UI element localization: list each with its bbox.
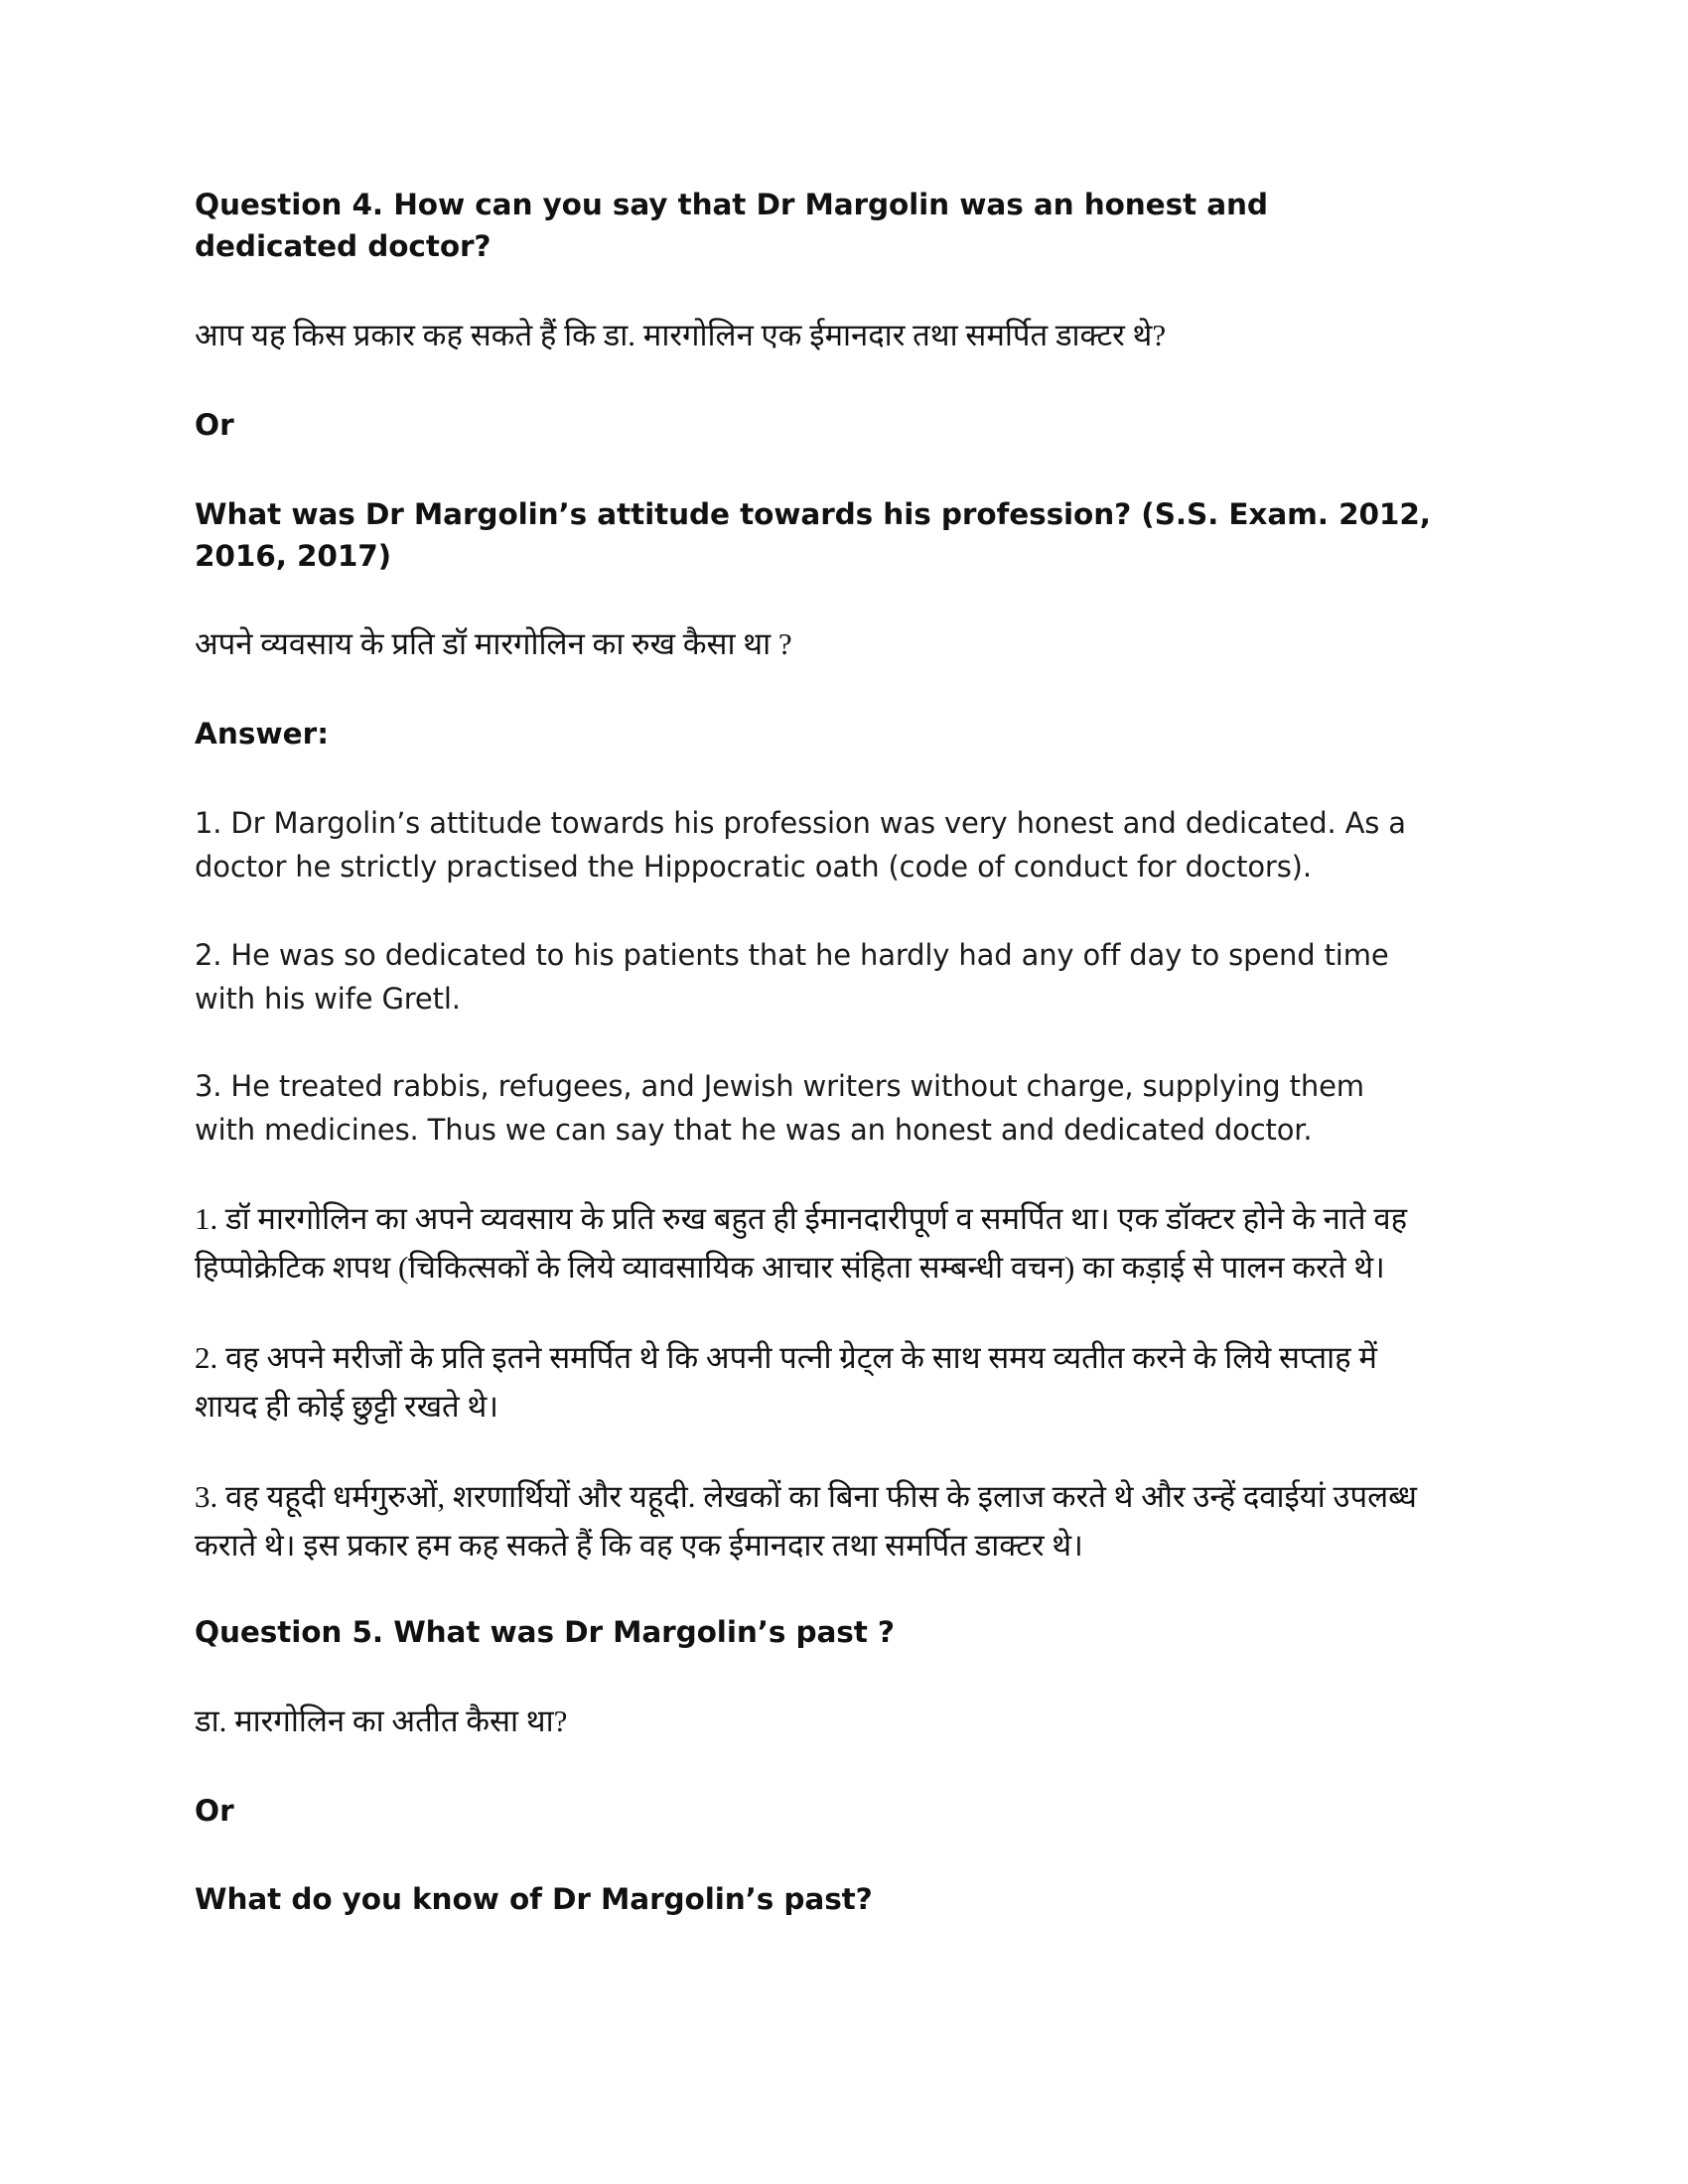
question-4-alternate-hindi: अपने व्यवसाय के प्रति डॉ मारगोलिन का रुख कैसा था ? xyxy=(195,626,792,662)
answer-english-point-3: 3. He treated rabbis, refugees, and Jewish writers without charge, supplying them with medicines. Thus we can say that he was an honest and dedicated doctor. xyxy=(195,1068,1364,1147)
question-5-hindi-translation: डा. मारगोलिन का अतीत कैसा था? xyxy=(195,1703,568,1738)
answer-hindi-point-2: 2. वह अपने मरीजों के प्रति इतने समर्पित थे कि अपनी पत्नी ग्रेट्ल के साथ समय व्यतीत करने के लिये सप्ताह में शायद ही कोई छुट्टी रखते थे। xyxy=(195,1339,1377,1424)
question-5-alternate-heading: What do you know of Dr Margolin’s past? xyxy=(195,1882,873,1917)
answer-label: Answer: xyxy=(195,717,329,751)
answer-english-point-1: 1. Dr Margolin’s attitude towards his profession was very honest and dedicated. As a doctor he strictly practised the Hippocratic oath (code of conduct for doctors). xyxy=(195,806,1406,885)
answer-english-point-2: 2. He was so dedicated to his patients that he hardly had any off day to spend time with his wife Gretl. xyxy=(195,937,1389,1016)
page-content xyxy=(195,185,1431,1921)
question-4-heading: Question 4. How can you say that Dr Margolin was an honest and dedicated doctor? xyxy=(195,188,1268,263)
question-5-or-label: Or xyxy=(195,1793,234,1828)
answer-hindi-point-3: 3. वह यहूदी धर्मगुरुओं, शरणार्थियों और यहूदी. लेखकों का बिना फीस के इलाज करते थे और उन्हें दवाईयां उपलब्ध कराते थे। इस प्रकार हम कह सकते हैं कि वह एक ईमानदार तथा समर्पित डाक्टर थे। xyxy=(195,1478,1417,1563)
question-4-hindi-translation: आप यह किस प्रकार कह सकते हैं कि डा. मारगोलिन एक ईमानदार तथा समर्पित डाक्टर थे? xyxy=(195,317,1167,352)
answer-hindi-point-1: 1. डॉ मारगोलिन का अपने व्यवसाय के प्रति रुख बहुत ही ईमानदारीपूर्ण व समर्पित था। एक डॉक्टर होने के नाते वह हिप्पोक्रेटिक शपथ (चिकित्सकों के लिये व्यावसायिक आचार संहिता सम्बन्धी वचन) का कड़ाई से पालन करते थे। xyxy=(195,1200,1408,1285)
question-4-or-label: Or xyxy=(195,407,234,442)
question-5-heading: Question 5. What was Dr Margolin’s past ? xyxy=(195,1614,895,1649)
question-4-alternate-heading: What was Dr Margolin’s attitude towards his profession? (S.S. Exam. 2012, 2016, 2017) xyxy=(195,496,1431,573)
